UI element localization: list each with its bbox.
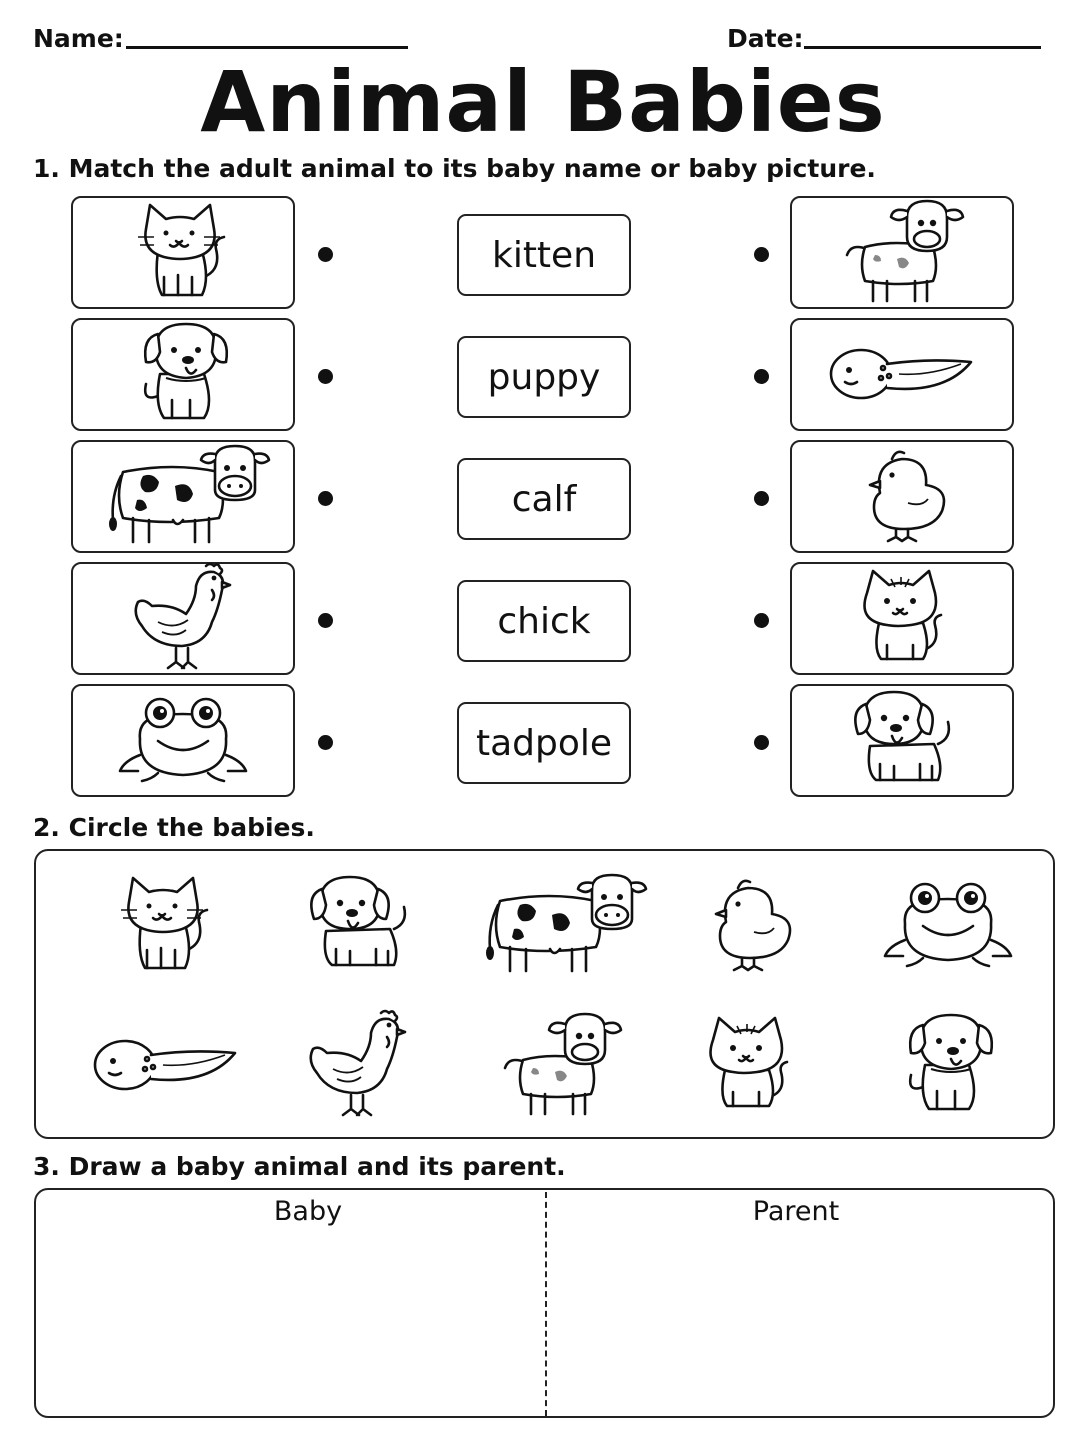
panel-divider — [545, 1192, 547, 1416]
section1-instruction: 1. Match the adult animal to its baby name or baby picture. — [33, 154, 876, 183]
dog-choice[interactable] — [863, 1001, 1033, 1131]
section2-instruction: 2. Circle the babies. — [33, 813, 315, 842]
adult-picture-box[interactable] — [71, 440, 295, 553]
section3-instruction: 3. Draw a baby animal and its parent. — [33, 1152, 566, 1181]
baby-drawing-area[interactable] — [38, 1230, 543, 1415]
dog-icon — [893, 1009, 1003, 1123]
puppy-icon — [842, 684, 962, 798]
tadpole-icon — [827, 338, 977, 412]
match-dot-right[interactable] — [754, 369, 769, 384]
match-dot-right[interactable] — [754, 613, 769, 628]
kitten-icon — [847, 565, 957, 673]
frog-icon — [883, 874, 1013, 978]
baby-name-box[interactable]: calf — [457, 458, 631, 540]
baby-picture-box[interactable] — [790, 562, 1014, 675]
date-label: Date: — [727, 24, 804, 53]
parent-drawing-area[interactable] — [548, 1230, 1053, 1415]
page-title: Animal Babies — [200, 53, 886, 151]
baby-picture-box[interactable] — [790, 196, 1014, 309]
chick-icon — [698, 874, 798, 978]
tadpole-choice[interactable] — [81, 1001, 251, 1131]
cat-icon — [111, 872, 221, 980]
cat-choice[interactable] — [81, 861, 251, 991]
date-field[interactable] — [804, 46, 1041, 49]
chick-choice[interactable] — [663, 861, 833, 991]
kitten-icon — [693, 1012, 803, 1120]
puppy-icon — [298, 869, 418, 983]
adult-picture-box[interactable] — [71, 562, 295, 675]
circle-babies-panel — [34, 849, 1055, 1139]
match-dot-left[interactable] — [318, 491, 333, 506]
kitten-choice[interactable] — [663, 1001, 833, 1131]
match-dot-right[interactable] — [754, 491, 769, 506]
tadpole-icon — [91, 1029, 241, 1103]
baby-name-box[interactable]: puppy — [457, 336, 631, 418]
adult-picture-box[interactable] — [71, 684, 295, 797]
name-label: Name: — [33, 24, 124, 53]
adult-picture-box[interactable] — [71, 196, 295, 309]
baby-picture-box[interactable] — [790, 318, 1014, 431]
baby-name-box[interactable]: kitten — [457, 214, 631, 296]
chick-icon — [852, 445, 952, 549]
calf-icon — [837, 195, 967, 311]
hen-icon — [303, 1009, 413, 1123]
frog-choice[interactable] — [863, 861, 1033, 991]
baby-picture-box[interactable] — [790, 440, 1014, 553]
match-dot-left[interactable] — [318, 369, 333, 384]
parent-label: Parent — [752, 1196, 840, 1227]
dog-icon — [128, 318, 238, 432]
calf-choice[interactable] — [475, 1001, 645, 1131]
calf-icon — [495, 1008, 625, 1124]
cow-choice[interactable] — [475, 861, 645, 991]
name-field[interactable] — [126, 46, 408, 49]
match-dot-left[interactable] — [318, 613, 333, 628]
adult-picture-box[interactable] — [71, 318, 295, 431]
baby-picture-box[interactable] — [790, 684, 1014, 797]
match-dot-left[interactable] — [318, 247, 333, 262]
cow-icon — [103, 440, 263, 554]
baby-label: Baby — [273, 1196, 343, 1227]
hen-icon — [128, 562, 238, 676]
match-dot-left[interactable] — [318, 735, 333, 750]
drawing-panel — [34, 1188, 1055, 1418]
puppy-choice[interactable] — [273, 861, 443, 991]
match-dot-right[interactable] — [754, 735, 769, 750]
baby-name-box[interactable]: tadpole — [457, 702, 631, 784]
baby-name-box[interactable]: chick — [457, 580, 631, 662]
cow-icon — [480, 869, 640, 983]
hen-choice[interactable] — [273, 1001, 443, 1131]
match-dot-right[interactable] — [754, 247, 769, 262]
frog-icon — [118, 689, 248, 793]
cat-icon — [128, 199, 238, 307]
